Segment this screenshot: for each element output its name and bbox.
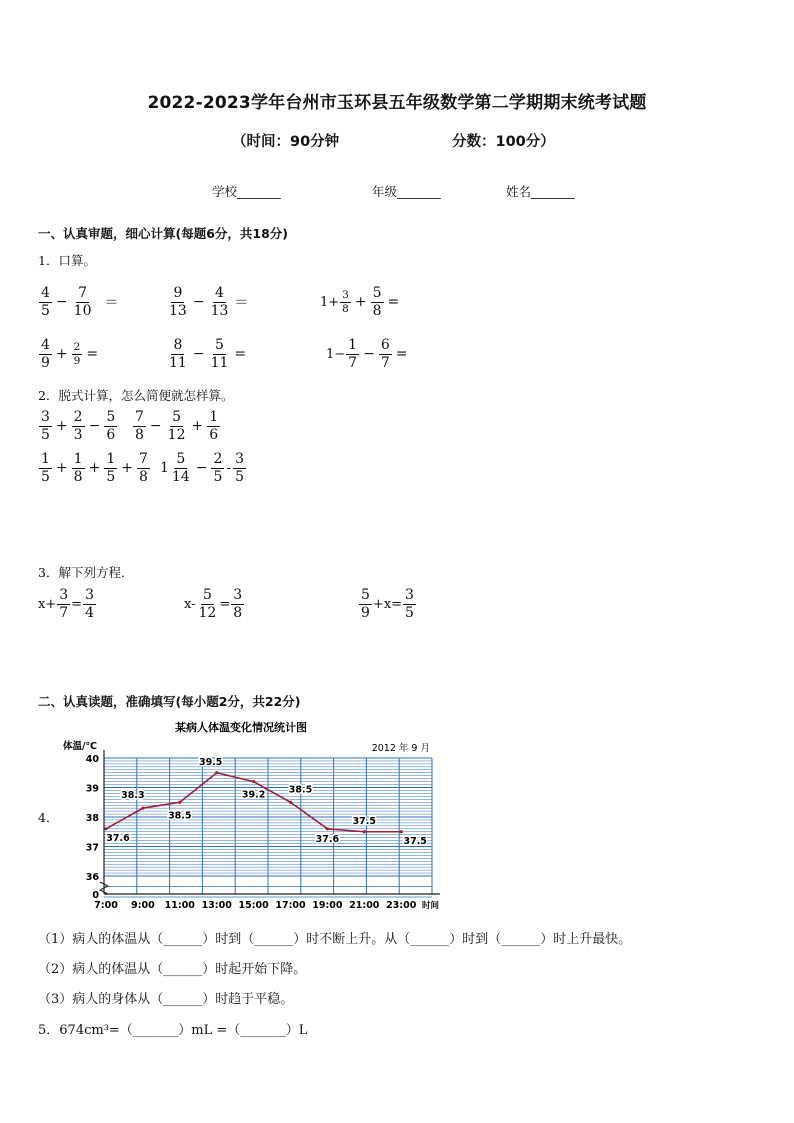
data-label: 39.2 [241,789,266,801]
y-axis-label: 体温/℃ [63,741,97,752]
x-tick-label: 11:00 [164,900,195,911]
q3-equation-3: $\frac{5}{9}$ +x= $\frac{3}{5}$ [361,587,414,621]
data-label: 37.6 [315,833,340,845]
data-point [400,830,403,833]
fraction: $\frac{2}{9}$ [73,340,81,367]
q2-expr-2: $\frac{7}{8}$ − $\frac{5}{12}$ + $\frac{1}{6}$ [135,409,219,443]
q4-part-3: （3）病人的身体从（______）时趋于平稳。 [38,992,294,1007]
fraction: $\frac{7}{10}$ [73,285,92,319]
q2-expr-1: $\frac{3}{5}$ + $\frac{2}{3}$ − $\frac{5}{6}$ [41,409,116,443]
y-tick-label: 38 [85,813,99,824]
q3-label: 3．解下列方程． [38,565,134,580]
fraction: $\frac{5}{11}$ [210,337,229,371]
q5-text: 5．674cm³=（_______）mL =（_______）L [38,1023,308,1038]
q4-part-2: （2）病人的体温从（______）时起开始下降。 [38,962,307,977]
page-title: 2022-2023学年台州市玉环县五年级数学第二学期期末统考试题 [147,93,647,113]
q2-expr-4: 1 $\frac{5}{14}$ − $\frac{2}{5}$ - $\frac{3}{5}$ [160,451,245,485]
data-point [141,807,144,810]
q3-equation-2: x- $\frac{5}{12}$ = $\frac{3}{8}$ [184,587,243,621]
fraction: $\frac{8}{11}$ [169,337,187,371]
q1-item-6: 1− $\frac{1}{7}$ − $\frac{6}{7}$ = [326,337,408,371]
fraction: $\frac{6}{7}$ [380,337,390,371]
data-point [215,771,218,774]
data-label: 38.5 [288,784,313,796]
x-tick-label: 7:00 [94,900,118,911]
axis-break [100,882,108,894]
x-tick-label: 23:00 [386,900,417,911]
fraction: $\frac{3}{8}$ [342,288,349,315]
data-point [289,801,292,804]
time-label: （时间：90分钟 [232,134,340,150]
data-point [178,801,181,804]
fraction: $\frac{1}{7}$ [348,337,358,371]
x-tick-label: 13:00 [201,900,232,911]
section1-heading: 一、认真审题，细心计算(每题6分，共18分) [38,226,289,241]
data-label: 37.5 [403,835,427,847]
q4-part-1: （1）病人的体温从（______）时到（______）时不断上升。从（______）时到（______）时上升最快。 [38,932,632,947]
section2-heading: 二、认真读题，准确填写(每小题2分，共22分) [38,694,301,709]
q1-item-1: $\frac{4}{5}$ − $\frac{7}{10}$ ＝ [41,285,119,319]
data-label: 37.6 [106,832,130,844]
q2-expr-3: $\frac{1}{5}$ + $\frac{1}{8}$ + $\frac{1}{5}$ + $\frac{7}{8}$ [41,451,148,485]
fraction: $\frac{5}{8}$ [372,285,382,319]
score-label: 分数：100分） [452,134,555,150]
fraction: $\frac{4}{5}$ [41,285,50,319]
chart-subtitle: 2012 年 9 月 [371,743,430,754]
data-point [252,780,255,783]
data-labels [106,757,427,847]
q1-item-5: $\frac{8}{11}$ − $\frac{5}{11}$ = [169,337,247,371]
q1-label: 1．口算。 [38,253,96,268]
fraction: $\frac{4}{13}$ [210,285,229,319]
y-tick-label: 40 [85,754,99,765]
name-field[interactable]: 姓名_______ [506,184,575,199]
x-axis-label: 时间 [422,901,440,911]
school-field[interactable]: 学校_______ [212,184,281,199]
fraction: $\frac{9}{13}$ [169,285,187,319]
chart-title: 某病人体温变化情况统计图 [175,721,307,734]
y-tick-label: 39 [85,783,99,795]
data-label: 38.3 [121,790,145,802]
q1-item-4: $\frac{4}{9}$ + $\frac{2}{9}$ = [41,337,99,371]
x-tick-label: 15:00 [238,900,269,911]
y-tick-label: 37 [85,842,99,854]
y-ticks [86,754,100,901]
x-ticks [94,900,417,911]
grade-field[interactable]: 年级_______ [372,184,441,199]
data-label: 38.5 [168,810,192,822]
y-tick-label: 0 [92,890,99,901]
data-point [363,830,366,833]
data-label: 37.5 [352,815,377,827]
q1-item-3: 1+ $\frac{3}{8}$ + $\frac{5}{8}$ = [320,285,400,319]
x-tick-label: 9:00 [131,900,155,911]
q4-label: 4． [38,810,59,825]
data-label: 39.5 [198,756,223,768]
data-point [104,827,107,830]
y-tick-label: 36 [85,872,99,883]
q3-equation-1: x+ $\frac{3}{7}$ = $\frac{3}{4}$ [38,587,94,621]
x-tick-label: 17:00 [275,900,306,911]
temperature-line-chart [60,716,460,916]
fraction: $\frac{4}{9}$ [41,337,50,371]
data-point [326,827,329,830]
x-tick-label: 21:00 [349,900,380,911]
q1-item-2: $\frac{9}{13}$ − $\frac{4}{13}$ ＝ [169,285,249,319]
chart-grid [100,750,440,897]
q2-label: 2．脱式计算，怎么简便就怎样算。 [38,388,234,403]
x-tick-label: 19:00 [312,900,343,911]
